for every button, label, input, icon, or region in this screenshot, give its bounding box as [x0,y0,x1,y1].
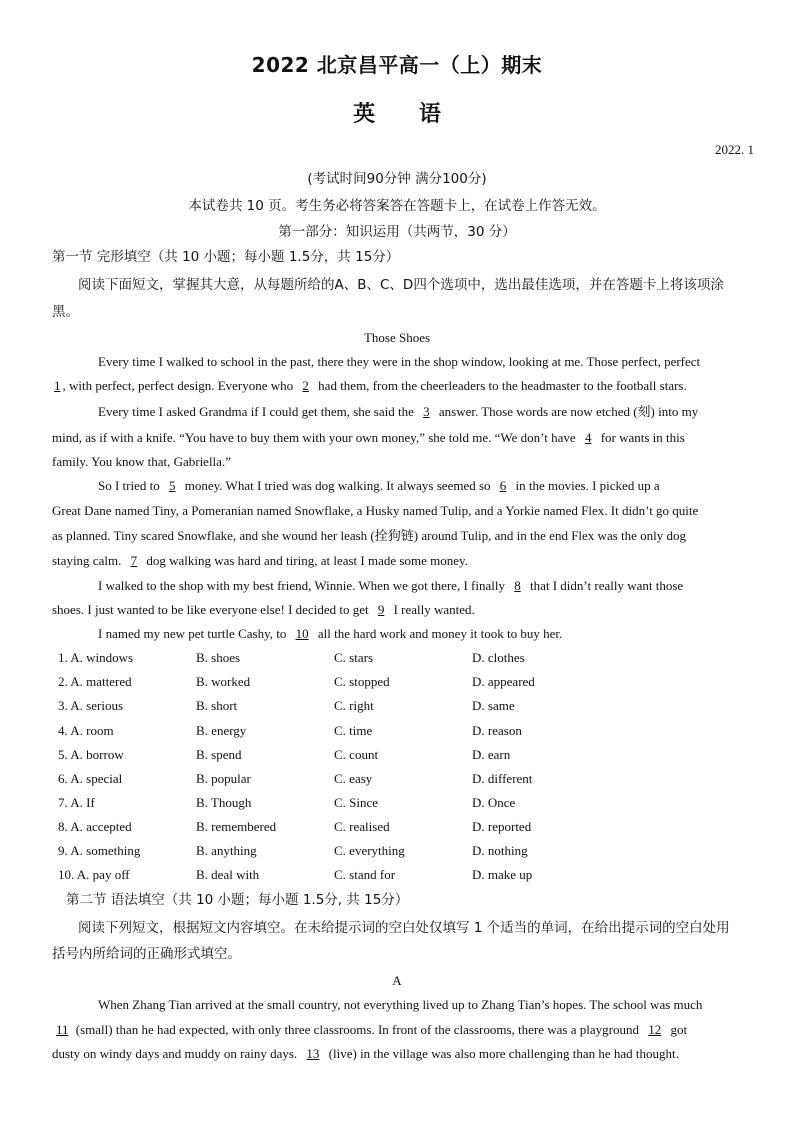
option-c: C. everything [334,843,405,858]
option-row [58,650,618,668]
option-c: C. easy [334,771,373,786]
option-a: 1. A. windows [58,650,134,665]
passage-text: Every time I walked to school in the past, there they were in the shop window, looking at me. Those perfect, perfect [98,354,701,369]
passage-text: got [667,1022,688,1037]
option-a: 8. A. accepted [58,819,132,834]
option-a: 2. A. mattered [58,674,132,689]
passage-line [52,378,754,394]
blank-8: 8 [514,578,521,593]
passage-line [52,404,794,420]
section-one-instruction: 阅读下面短文，掌握其大意，从每题所给的A、B、C、D四个选项中，选出最佳选项，并在答题卡上将该项涂 [78,277,724,293]
option-d: D. clothes [472,650,525,665]
section-two-heading: 第二节 语法填空（共 10 小题；每小题 1.5分, 共 15分） [66,892,409,908]
passage-text: money. What I tried was dog walking. It always seemed so [181,478,494,493]
exam-notice: 本试卷共 10 页。考生务必将答案答在答题卡上，在试卷上作答无效。 [188,198,606,214]
passage-text: had them, from the cheerleaders to the headmaster to the football stars. [314,378,687,393]
blank-5: 5 [169,478,176,493]
blank-1: 1 [54,378,61,393]
passage-text: all the hard work and money it took to buy her. [314,626,563,641]
passage-text: shoes. I just wanted to be like everyone else! I decided to get [52,602,372,617]
blank-13: 13 [306,1046,320,1061]
option-d: D. reason [472,723,522,738]
option-a: 9. A. something [58,843,141,858]
passage-line [52,997,794,1013]
option-d: D. appeared [472,674,535,689]
option-c: C. realised [334,819,390,834]
passage-text: family. You know that, Gabriella.” [52,454,231,469]
passage-text: I walked to the shop with my best friend, Winnie. When we got there, I finally [98,578,509,593]
option-d: D. nothing [472,843,528,858]
option-c: C. stopped [334,674,390,689]
passage-text: Every time I asked Grandma if I could get them, she said the [98,404,418,419]
option-row [58,795,618,813]
option-d: D. different [472,771,533,786]
option-a: 5. A. borrow [58,747,124,762]
blank-4: 4 [584,430,592,445]
section-two-instruction: 阅读下列短文，根据短文内容填空。在未给提示词的空白处仅填写 1 个适当的单词，在给出提示词的空白处用 [78,920,730,936]
passage-line [52,528,754,544]
option-b: B. remembered [196,819,277,834]
option-d: D. Once [472,795,516,810]
option-row [58,843,618,861]
option-c: C. time [334,723,373,738]
passage-text: as planned. Tiny scared Snowflake, and she wound her leash (拴狗链) around Tulip, and in the end Flex was the only dog [52,528,687,543]
passage-text: staying calm. [52,553,125,568]
blank-10: 10 [295,626,309,641]
passage-line [52,553,754,569]
option-b: B. worked [196,674,251,689]
option-c: C. stars [334,650,373,665]
section-one-heading: 第一节 完形填空（共 10 小题；每小题 1.5分，共 15分） [52,249,400,265]
passage-title: Those Shoes [363,330,431,345]
blank-6: 6 [499,478,507,493]
section-one-instruction-cont: 黑。 [52,304,79,320]
passage-text: (live) in the village was also more challenging than he had thought. [325,1046,679,1061]
option-row [58,867,618,885]
option-row [58,698,618,716]
passage-line [52,503,754,519]
passage-line [52,1022,754,1038]
option-c: C. right [334,698,374,713]
exam-title: 2022 北京昌平高一（上）期末 [251,53,543,77]
passage-text: mind, as if with a knife. “You have to buy them with your own money,” she told me. “We don’t have [52,430,579,445]
passage-line [52,478,794,494]
passage-label: A [392,973,402,988]
option-b: B. shoes [196,650,241,665]
blank-9: 9 [377,602,385,617]
option-row [58,723,618,741]
passage-line [52,430,754,446]
option-row [58,819,618,837]
exam-date: 2022. 1 [715,142,754,157]
passage-line [52,354,794,370]
blank-3: 3 [423,404,430,419]
option-a: 7. A. If [58,795,95,810]
option-row [58,771,618,789]
option-b: B. short [196,698,238,713]
option-row [58,674,618,692]
option-c: C. Since [334,795,379,810]
passage-text: answer. Those words are now etched (刻) into my [435,404,699,419]
blank-12: 12 [648,1022,662,1037]
passage-text: I named my new pet turtle Cashy, to [98,626,290,641]
passage-line [52,1046,754,1062]
passage-text: that I didn’t really want those [526,578,684,593]
option-c: C. count [334,747,379,762]
section-two-instruction-cont: 括号内所给词的正确形式填空。 [52,946,241,962]
passage-line [52,454,754,470]
option-d: D. earn [472,747,511,762]
option-b: B. energy [196,723,247,738]
passage-text: for wants in this [597,430,685,445]
passage-text: Great Dane named Tiny, a Pomeranian named Snowflake, a Husky named Tulip, and a Yorkie named Flex. It didn’t go quite [52,503,699,518]
passage-text: dog walking was hard and tiring, at least I made some money. [143,553,468,568]
passage-text: dusty on windy days and muddy on rainy days. [52,1046,301,1061]
subject-title: 英 语 [353,102,441,127]
passage-text: (small) than he had expected, with only three classrooms. In front of the classrooms, there was a playground [72,1022,643,1037]
passage-text: When Zhang Tian arrived at the small country, not everything lived up to Zhang Tian’s hopes. The school was much [98,997,703,1012]
option-d: D. reported [472,819,532,834]
option-a: 10. A. pay off [58,867,130,882]
passage-line [52,602,754,618]
passage-text: , with perfect, perfect design. Everyone who [62,378,297,393]
exam-time-note: (考试时间90分钟 满分100分) [307,171,487,187]
passage-text: So I tried to [98,478,163,493]
option-d: D. same [472,698,515,713]
option-b: B. Though [196,795,252,810]
passage-text: in the movies. I picked up a [512,478,660,493]
option-a: 3. A. serious [58,698,123,713]
passage-line [52,626,794,642]
passage-text: I really wanted. [390,602,475,617]
blank-11: 11 [56,1022,69,1037]
part-one-heading: 第一部分：知识运用（共两节，30 分） [278,224,516,240]
option-a: 6. A. special [58,771,123,786]
option-a: 4. A. room [58,723,114,738]
option-b: B. deal with [196,867,260,882]
passage-line [52,578,794,594]
option-b: B. spend [196,747,242,762]
option-b: B. anything [196,843,257,858]
option-row [58,747,618,765]
blank-7: 7 [130,553,138,568]
option-c: C. stand for [334,867,396,882]
blank-2: 2 [302,378,309,393]
option-d: D. make up [472,867,533,882]
option-b: B. popular [196,771,251,786]
